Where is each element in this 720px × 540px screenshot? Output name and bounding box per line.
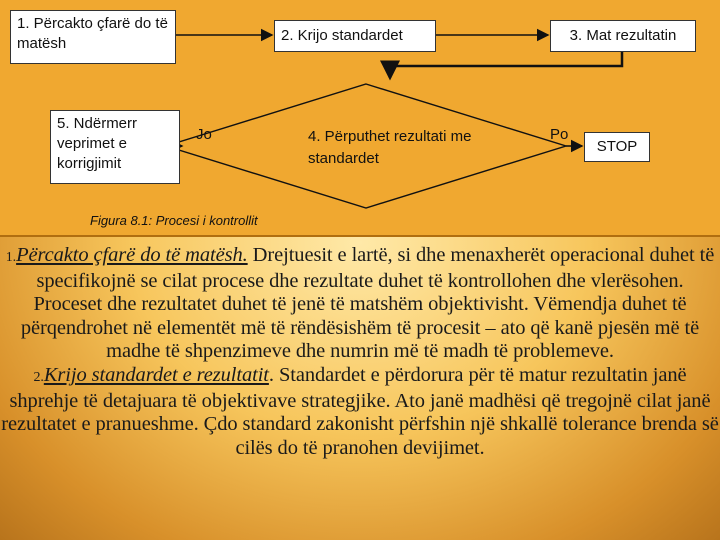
- p1-number: 1.: [5, 250, 17, 265]
- paragraph-2: [0, 364, 720, 460]
- p1-title: Përcakto çfarë do të matësh.: [16, 244, 248, 266]
- p2-number: 2.: [33, 369, 44, 385]
- body-text: [0, 244, 720, 460]
- step1-box: 1. Përcakto çfarë do të matësh: [10, 10, 176, 64]
- control-process-diagram: [0, 0, 720, 237]
- label-yes: Po: [550, 126, 569, 143]
- p2-text: . Standardet e përdorura për të matur rezultatin janë shprehje të detajuara të objektivave strategjike. Ato janë madhësi që tregojnë cilat janë rezultatet e pranueshme. Çdo standard zakonisht përfshin një shkallë tolerance brenda së cilës do të pranohen devijimet.: [1, 363, 719, 459]
- p2-title: Krijo standardet e rezultatit: [43, 363, 269, 386]
- step3-box: 3. Mat rezultatin: [550, 20, 696, 52]
- stop-box: STOP: [584, 132, 650, 162]
- step2-box: 2. Krijo standardet: [274, 20, 436, 52]
- label-no: Jo: [196, 126, 212, 143]
- figure-caption: Figura 8.1: Procesi i kontrollit: [90, 213, 258, 228]
- p1-text: Drejtuesit e lartë, si dhe menaxherët operacional duhet të specifikojnë se cilat procese dhe rezultate duhet të kontrollohen dhe vlerësohen. Proceset dhe rezultatet duhet të jenë të matshëm objektivisht. Vëmendja duhet të përqendrohet në elementët më të rëndësishëm të procesit – ato që kanë pjesën më të madhe të shpenzimeve dhe numrin më të madh të problemeve.: [20, 244, 715, 363]
- arrow-3-4: [390, 52, 622, 78]
- step5-box: 5. Ndërmerr veprimet e korrigjimit: [50, 110, 180, 184]
- paragraph-1: [0, 244, 720, 364]
- step4-label: 4. Përputhet rezultati me standardet: [308, 128, 472, 167]
